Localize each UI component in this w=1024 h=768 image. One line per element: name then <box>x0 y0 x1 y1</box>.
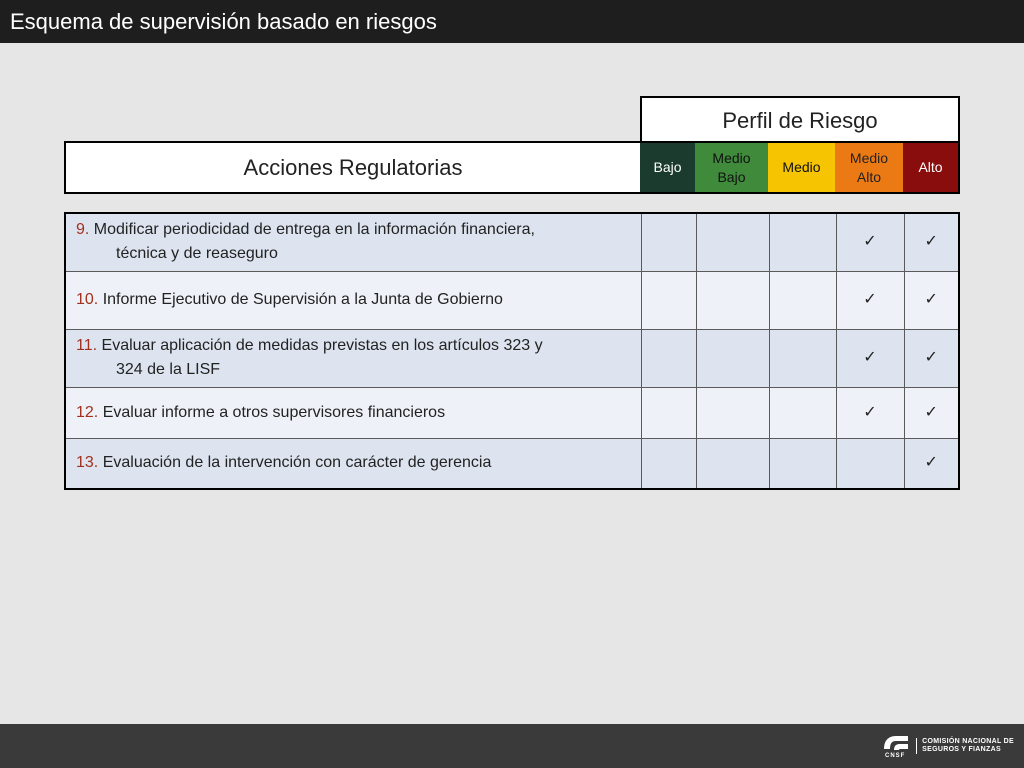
level-label: Alto <box>918 159 943 175</box>
check-icon: ✓ <box>924 454 938 472</box>
check-cell <box>641 271 696 329</box>
action-number: 9. <box>76 221 90 239</box>
cnsf-logo <box>880 730 1014 762</box>
check-cell <box>904 387 959 438</box>
action-text: Evaluar informe a otros supervisores financieros <box>102 403 446 421</box>
cnsf-logo-mark <box>880 733 910 759</box>
check-cell <box>836 329 904 387</box>
check-icon: ✓ <box>924 233 938 251</box>
table-row <box>65 213 959 271</box>
action-cell <box>65 387 641 438</box>
action-cell <box>65 213 641 271</box>
action-cell <box>65 329 641 387</box>
actions-table <box>64 212 960 490</box>
action-text: Modificar periodicidad de entrega en la información financiera, <box>93 221 535 239</box>
action-text: Informe Ejecutivo de Supervisión a la Junta de Gobierno <box>102 291 503 308</box>
action-number: 12. <box>76 403 99 421</box>
action-number: 13. <box>76 454 99 472</box>
cnsf-emblem-icon <box>880 733 910 753</box>
level-label: Bajo <box>717 168 746 185</box>
check-icon: ✓ <box>863 233 877 251</box>
action-text-continued: técnica y de reaseguro <box>116 245 278 263</box>
level-medio-alto <box>835 143 903 192</box>
level-bajo <box>640 143 695 192</box>
cnsf-logo-label: CNSF <box>885 753 906 759</box>
level-medio <box>768 143 835 192</box>
slide-title: Esquema de supervisión basado en riesgos <box>10 9 437 34</box>
action-number: 10. <box>76 291 99 308</box>
check-cell <box>696 329 769 387</box>
check-cell <box>836 387 904 438</box>
check-icon: ✓ <box>863 291 877 308</box>
check-cell <box>904 329 959 387</box>
level-label: Medio <box>782 159 821 175</box>
check-cell <box>836 438 904 489</box>
check-cell <box>696 438 769 489</box>
check-icon: ✓ <box>924 291 938 308</box>
check-cell <box>641 438 696 489</box>
logo-line-1: COMISIÓN NACIONAL DE <box>922 738 1014 745</box>
check-cell <box>769 387 836 438</box>
action-cell <box>65 438 641 489</box>
level-label: Alto <box>856 168 882 185</box>
action-number: 11. <box>76 337 98 354</box>
action-text: Evaluar aplicación de medidas previstas en los artículos 323 y <box>101 337 543 354</box>
level-medio-bajo <box>695 143 768 192</box>
table-row <box>65 387 959 438</box>
level-alto <box>903 143 958 192</box>
check-icon: ✓ <box>924 403 938 421</box>
slide-title-bar <box>0 0 1024 43</box>
table-row <box>65 271 959 329</box>
regulatory-actions-header: Acciones Regulatorias <box>64 141 642 194</box>
check-cell <box>696 213 769 271</box>
action-text: Evaluación de la intervención con carácter de gerencia <box>102 454 492 472</box>
check-cell <box>696 387 769 438</box>
check-cell <box>904 213 959 271</box>
action-cell <box>65 271 641 329</box>
action-text-continued: 324 de la LISF <box>116 361 221 378</box>
check-cell <box>641 213 696 271</box>
table-row <box>65 438 959 489</box>
check-icon: ✓ <box>863 349 877 366</box>
check-cell <box>769 271 836 329</box>
check-cell <box>904 438 959 489</box>
check-cell <box>836 271 904 329</box>
check-cell <box>641 387 696 438</box>
footer-bar <box>0 724 1024 768</box>
check-cell <box>769 438 836 489</box>
level-label: Medio <box>849 149 889 166</box>
check-cell <box>769 213 836 271</box>
cnsf-logo-text <box>916 738 1014 754</box>
risk-profile-header: Perfil de Riesgo <box>640 96 960 142</box>
logo-line-2: SEGUROS Y FIANZAS <box>922 746 1001 753</box>
check-cell <box>769 329 836 387</box>
check-icon: ✓ <box>863 403 877 421</box>
risk-levels-header <box>640 141 960 194</box>
level-label: Bajo <box>653 159 682 175</box>
table-row <box>65 329 959 387</box>
check-cell <box>836 213 904 271</box>
check-icon: ✓ <box>924 349 938 366</box>
check-cell <box>696 271 769 329</box>
check-cell <box>904 271 959 329</box>
check-cell <box>641 329 696 387</box>
level-label: Medio <box>712 149 751 166</box>
